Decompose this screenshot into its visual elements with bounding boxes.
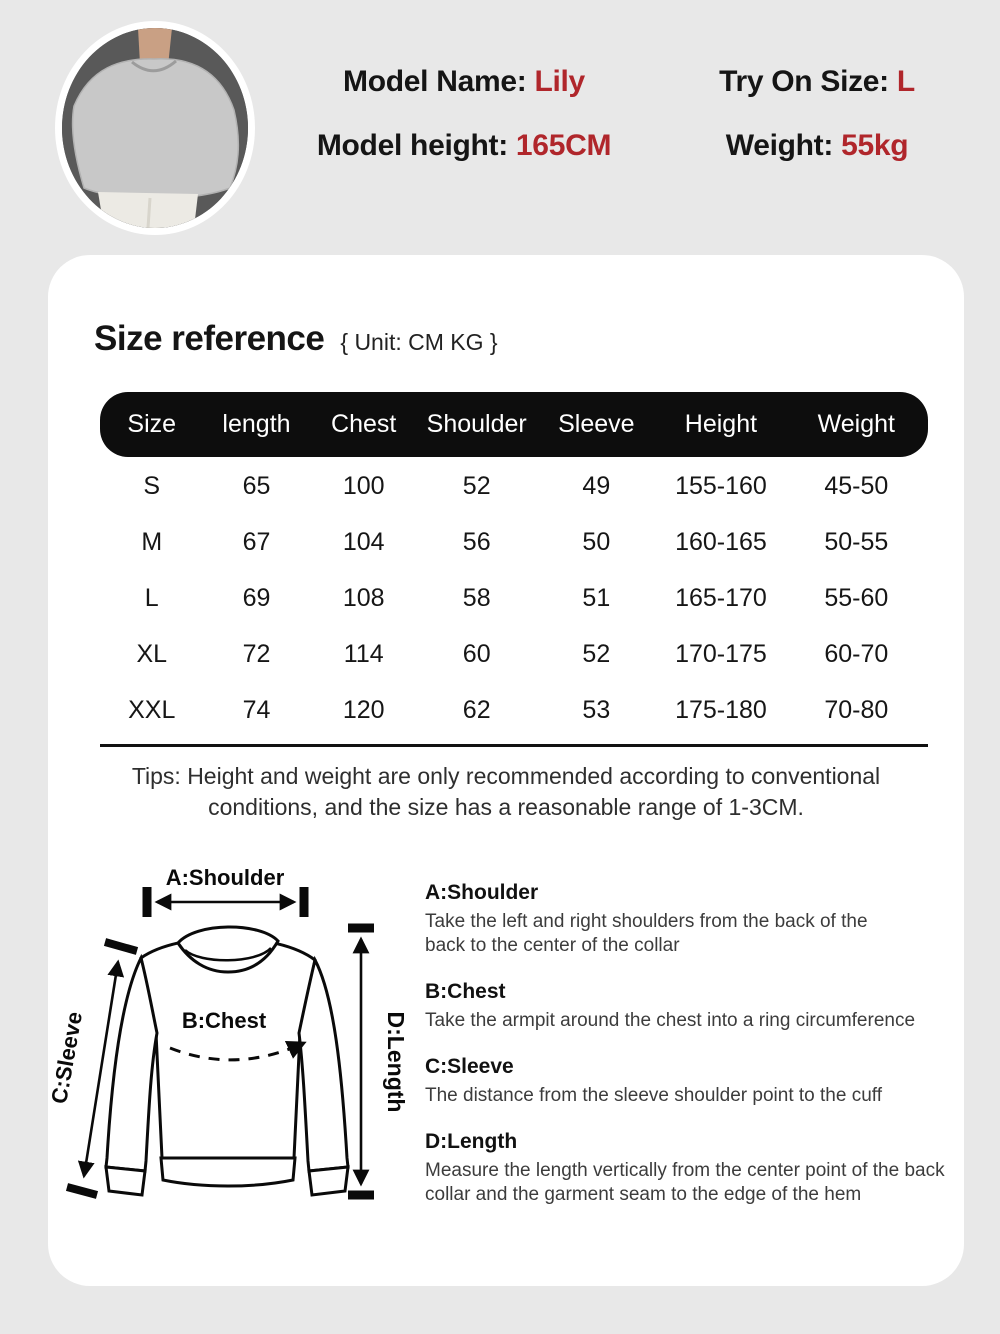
cell: 58	[462, 583, 491, 612]
cell: 49	[582, 471, 611, 500]
sleeve-arrow-bottom-bar	[67, 1187, 97, 1195]
definition-description: Measure the length vertically from the center point of the back collar and the garment seam to the edge of the hem	[425, 1160, 945, 1205]
col-header-weight: Weight	[817, 410, 895, 438]
cell: 62	[462, 695, 491, 724]
definition-chest	[425, 978, 970, 1033]
garment-measure-diagram	[44, 861, 429, 1213]
cell: 60-70	[824, 639, 889, 668]
tips-text: Tips: Height and weight are only recommended according to conventional conditions, and the size has a reasonable range of 1-3CM.	[131, 763, 881, 820]
model-photo-illustration	[62, 28, 248, 228]
col-header-height: Height	[684, 410, 758, 438]
col-header-sleeve: Sleeve	[558, 410, 635, 438]
sweatshirt-right-sleeve	[299, 960, 348, 1171]
cell: XXL	[128, 695, 176, 724]
pants-seam	[148, 198, 150, 228]
size-reference-card	[48, 255, 964, 1286]
table-row-xl	[100, 626, 928, 682]
col-header-shoulder: Shoulder	[426, 410, 527, 438]
cell: 52	[462, 471, 491, 500]
size-table	[100, 392, 928, 738]
cell: 175-180	[675, 695, 767, 724]
definition-term: A:Shoulder	[425, 881, 539, 904]
definition-description: The distance from the sleeve shoulder point to the cuff	[425, 1085, 882, 1106]
definition-length	[425, 1128, 970, 1207]
cell: 60	[462, 639, 491, 668]
definition-description: Take the left and right shoulders from the back of the back to the center of the collar	[425, 911, 868, 956]
cell: 67	[242, 527, 271, 556]
cell: XL	[136, 639, 168, 668]
try-on-size-label: Try On Size:	[719, 65, 889, 98]
model-name-label: Model Name:	[343, 65, 527, 98]
cell: 120	[342, 695, 385, 724]
model-weight-label: Weight:	[725, 129, 834, 162]
table-row-l	[100, 570, 928, 626]
definition-shoulder	[425, 879, 970, 958]
col-header-size: Size	[127, 410, 177, 438]
cell: 108	[342, 583, 385, 612]
cell: 51	[582, 583, 611, 612]
cell: 55-60	[824, 583, 889, 612]
try-on-size-field	[660, 60, 974, 104]
table-row-s	[100, 458, 928, 514]
model-height-field	[268, 124, 660, 168]
cell: 155-160	[675, 471, 767, 500]
cell: 104	[342, 527, 385, 556]
page-title: Size reference	[94, 319, 325, 358]
cell: 165-170	[675, 583, 767, 612]
unit-note: { Unit: CM KG }	[340, 329, 498, 355]
model-sweatshirt	[73, 59, 239, 199]
diagram-chest-label: B:Chest	[181, 1008, 267, 1033]
model-name-field	[268, 60, 660, 104]
cell: 52	[582, 639, 611, 668]
cell: 45-50	[824, 471, 889, 500]
model-photo	[55, 21, 255, 235]
cell: L	[144, 583, 159, 612]
size-table-body	[100, 457, 928, 738]
cell: 50	[582, 527, 611, 556]
right-cuff	[309, 1167, 348, 1195]
diagram-length-label: D:Length	[383, 1011, 409, 1113]
cell: 160-165	[675, 527, 767, 556]
measure-definitions	[425, 879, 970, 1207]
model-weight-field	[660, 124, 974, 168]
definition-sleeve	[425, 1053, 970, 1108]
cell: 72	[242, 639, 271, 668]
cell: 69	[242, 583, 271, 612]
model-weight-value: 55kg	[841, 129, 909, 162]
size-table-header-row	[100, 392, 928, 457]
model-name-value: Lily	[534, 65, 585, 98]
model-height-label: Model height:	[316, 129, 508, 162]
col-header-chest: Chest	[331, 410, 397, 438]
try-on-size-value: L	[896, 65, 915, 98]
cell: 53	[582, 695, 611, 724]
definition-description: Take the armpit around the chest into a ring circumference	[425, 1010, 916, 1031]
model-height-value: 165CM	[515, 129, 612, 162]
table-row-m	[100, 514, 928, 570]
cell: 50-55	[824, 527, 889, 556]
cell: 56	[462, 527, 491, 556]
cell: 65	[242, 471, 271, 500]
definition-term: B:Chest	[425, 980, 506, 1003]
definition-term: D:Length	[425, 1130, 518, 1153]
definition-term: C:Sleeve	[425, 1055, 514, 1078]
col-header-length: length	[222, 410, 291, 438]
cell: M	[141, 527, 163, 556]
cell: 100	[342, 471, 385, 500]
cell: S	[143, 471, 161, 500]
cell: 70-80	[824, 695, 889, 724]
diagram-shoulder-label: A:Shoulder	[165, 865, 285, 890]
model-info-fields	[268, 60, 974, 168]
sweatshirt-hem	[161, 1158, 295, 1186]
size-reference-header	[94, 319, 498, 359]
table-bottom-rule	[100, 744, 928, 747]
left-cuff	[106, 1167, 145, 1195]
table-row-xxl	[100, 682, 928, 738]
sleeve-arrow-top-bar	[105, 942, 137, 951]
cell: 114	[343, 639, 384, 668]
cell: 74	[242, 695, 271, 724]
cell: 170-175	[675, 639, 767, 668]
diagram-sleeve-label: C:Sleeve	[46, 1009, 87, 1106]
